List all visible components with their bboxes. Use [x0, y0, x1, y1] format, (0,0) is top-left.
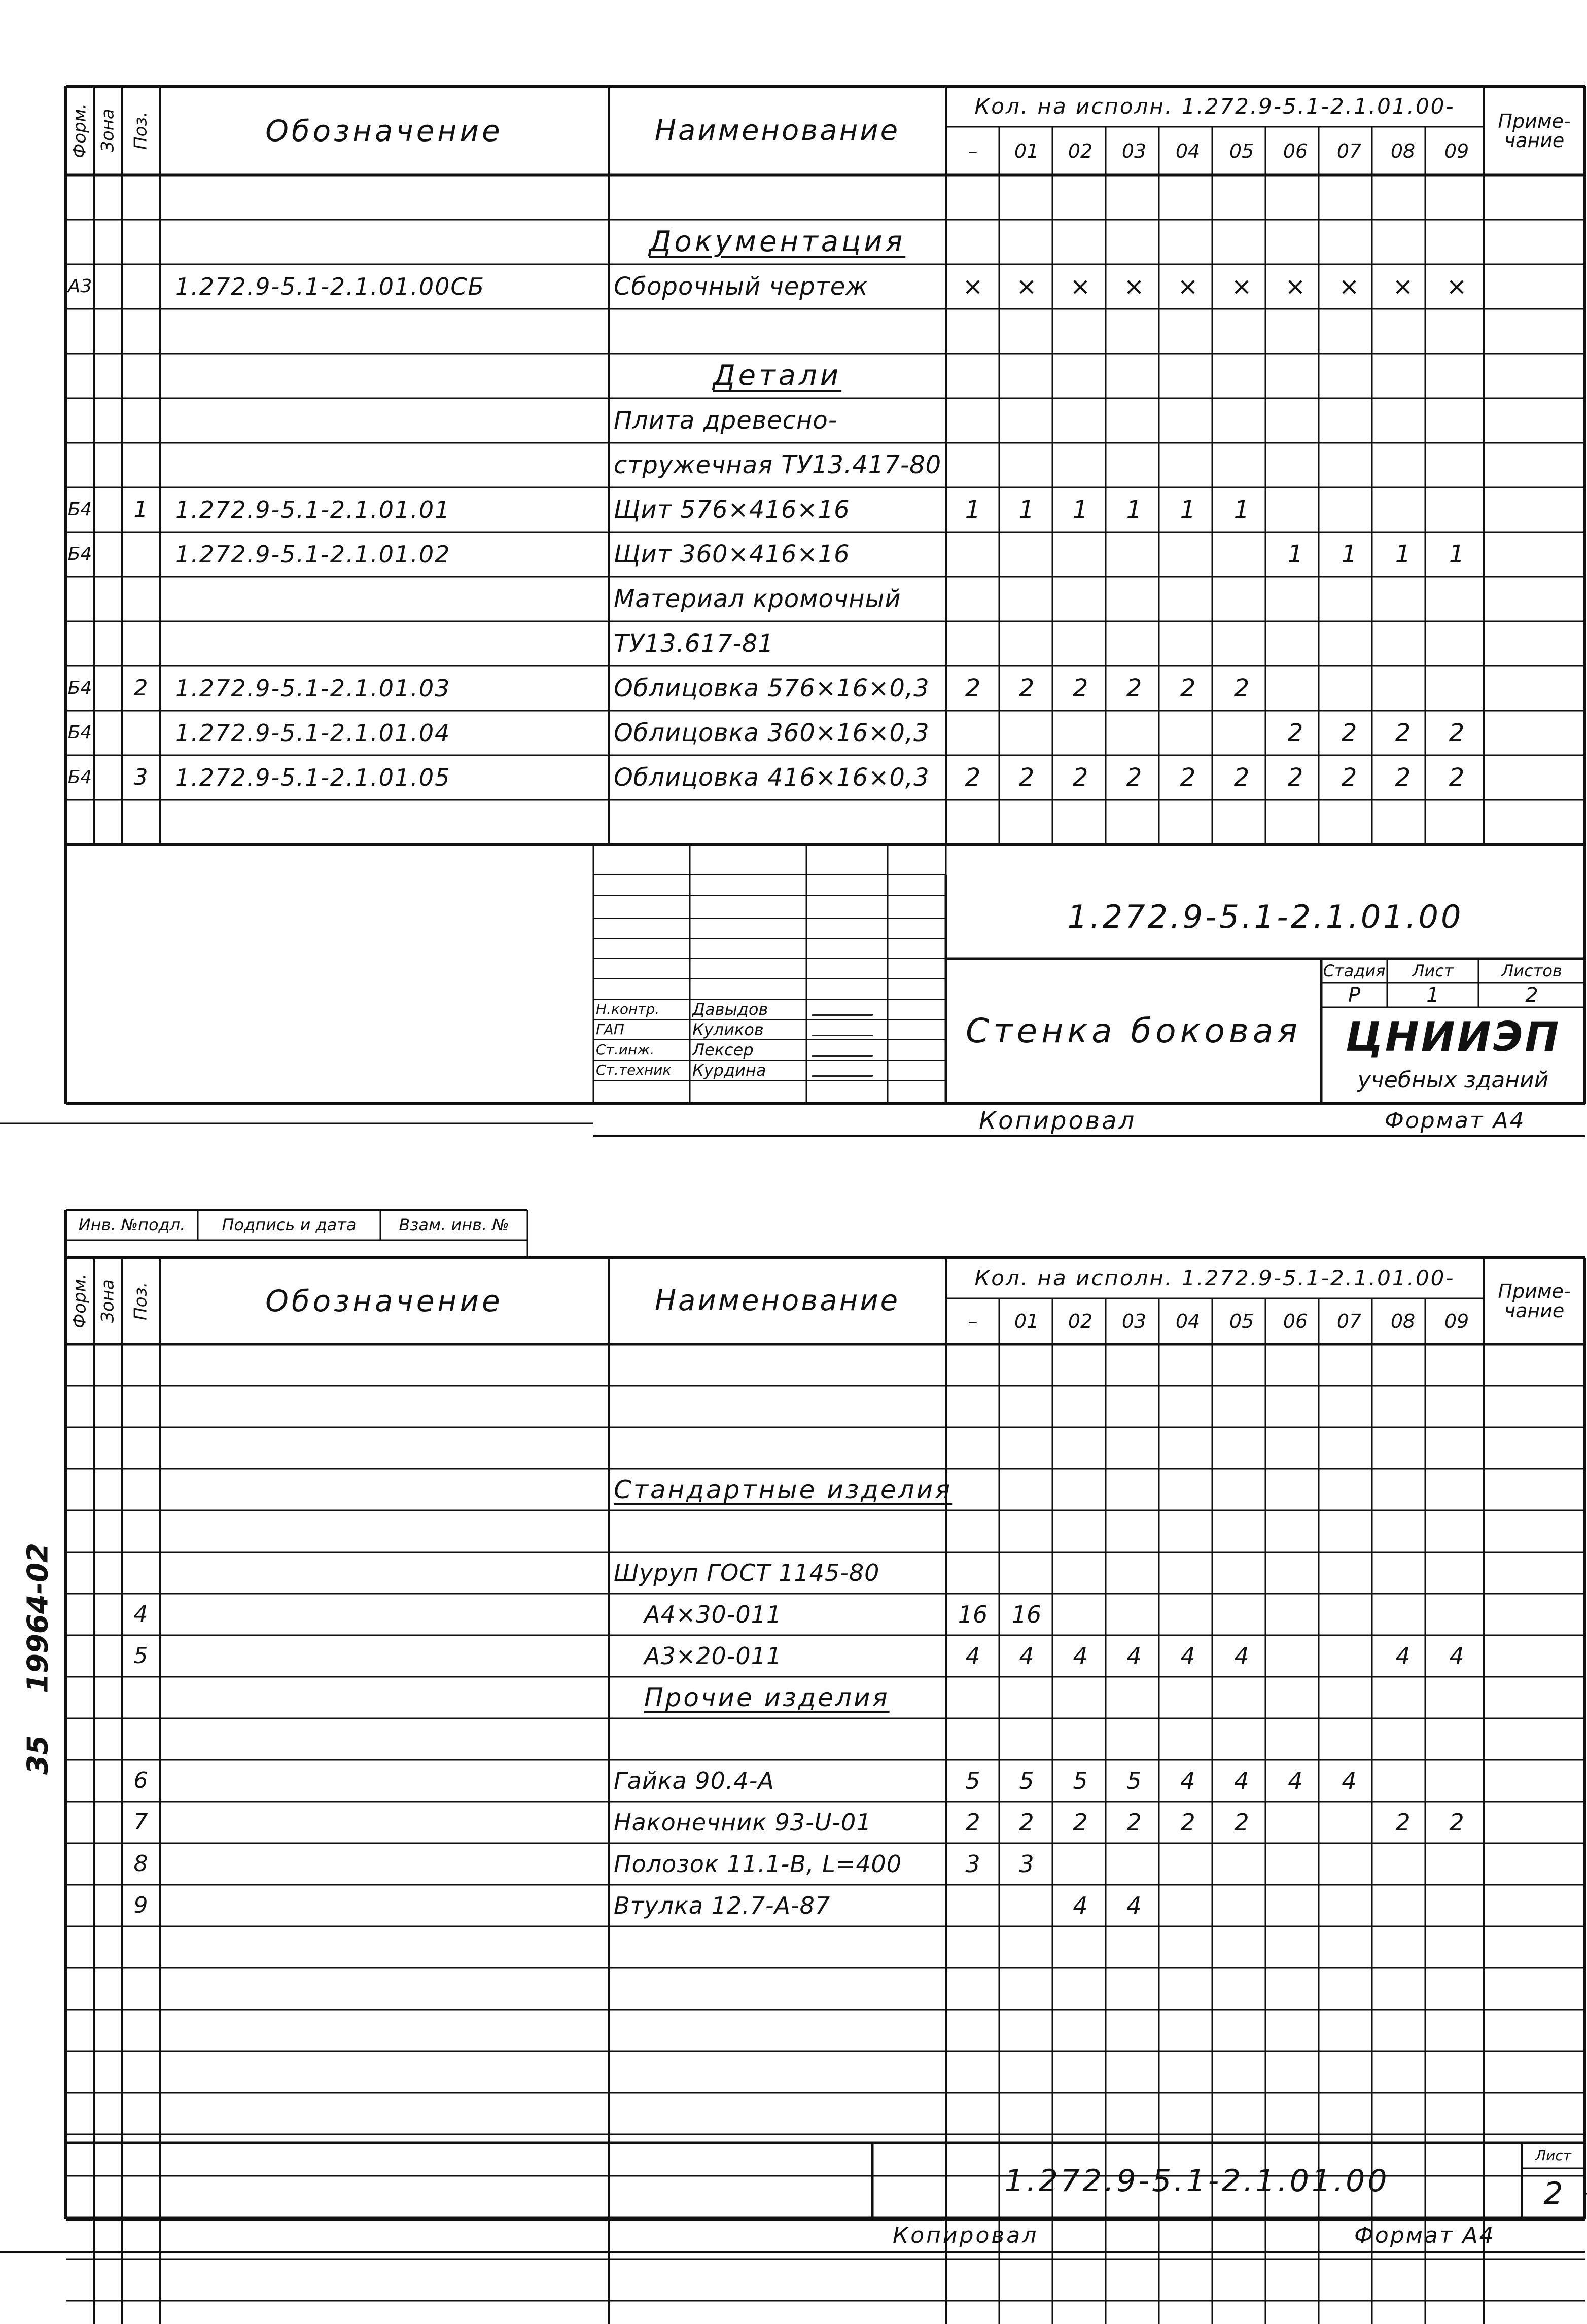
qty-cell: 1: [1395, 540, 1411, 569]
signer-name: Куликов: [692, 1020, 764, 1039]
row-format: А3: [67, 276, 92, 297]
qty-cell: 4: [1342, 1767, 1357, 1794]
row-name: Облицовка 360×16×0,3: [614, 719, 930, 747]
spec-sheet-1: [66, 86, 1571, 1135]
qty-cell: 1: [1018, 496, 1035, 524]
org-name: ЦНИИЭП: [1345, 1013, 1561, 1061]
variant-header-06: 06: [1283, 1310, 1308, 1332]
header-format: Форм.: [69, 103, 90, 158]
qty-cell: 2: [1072, 763, 1088, 792]
qty-cell: 1: [1126, 496, 1142, 524]
qty-cell: 1: [965, 496, 981, 524]
qty-cell: 4: [1180, 1767, 1195, 1794]
org-subtitle: учебных зданий: [1357, 1067, 1549, 1093]
row-name: Полозок 11.1-В, L=400: [614, 1850, 902, 1878]
row-position: 7: [133, 1809, 148, 1835]
row-name: А3×20-011: [644, 1642, 782, 1670]
variant-header-01: 01: [1014, 1310, 1039, 1332]
qty-cell: 2: [1018, 674, 1035, 702]
qty-cell: 2: [1341, 719, 1357, 747]
signer-role: ГАП: [596, 1021, 624, 1038]
header-note: Приме-чание: [1498, 1280, 1571, 1322]
qty-cell: 2: [1395, 763, 1411, 792]
row-name: Щит 360×416×16: [614, 540, 850, 569]
header-zone: Зона: [97, 1279, 118, 1323]
qty-cell: 2: [1449, 719, 1465, 747]
qty-cell: 2: [1180, 1809, 1195, 1836]
header-note: Приме-чание: [1498, 110, 1571, 152]
row-position: 3: [133, 764, 148, 790]
row-name: Облицовка 416×16×0,3: [614, 763, 930, 792]
qty-cell: 5: [1126, 1767, 1142, 1794]
qty-cell: 2: [965, 1809, 980, 1836]
header-designation: Обозначение: [265, 113, 503, 148]
variant-header-02: 02: [1068, 1310, 1093, 1332]
qty-cell: 4: [1019, 1642, 1034, 1670]
row-format: Б4: [67, 678, 92, 698]
qty-cell: 2: [965, 674, 981, 702]
variant-header-06: 06: [1283, 139, 1308, 162]
variant-header-base: –: [968, 139, 978, 162]
qty-cell: 3: [965, 1850, 980, 1878]
variant-header-08: 08: [1390, 139, 1416, 162]
row-name: Втулка 12.7-А-87: [614, 1892, 831, 1919]
qty-cell: 16: [1011, 1601, 1042, 1628]
row-format: Б4: [67, 722, 92, 743]
sheet-label: Лист: [1412, 961, 1454, 980]
variant-header-05: 05: [1229, 1310, 1254, 1332]
qty-cell: 4: [1073, 1892, 1088, 1919]
row-name: Шуруп ГОСТ 1145-80: [614, 1559, 880, 1587]
qty-cell: 1: [1449, 540, 1465, 569]
header-designation: Обозначение: [265, 1284, 503, 1318]
variant-header-05: 05: [1229, 139, 1254, 162]
variant-header-03: 03: [1121, 139, 1147, 162]
qty-cell: 1: [1233, 496, 1250, 524]
qty-cell: ×: [1446, 272, 1467, 301]
qty-cell: 2: [1180, 763, 1196, 792]
qty-cell: 4: [1395, 1642, 1410, 1670]
header-name: Наименование: [654, 1284, 900, 1317]
margin-page: 35: [21, 1735, 55, 1775]
qty-cell: 2: [1180, 674, 1196, 702]
row-position: 8: [133, 1851, 148, 1877]
stamp-sign-date: Подпись и дата: [222, 1215, 357, 1235]
qty-cell: 2: [1019, 1809, 1034, 1836]
qty-cell: 4: [1234, 1642, 1249, 1670]
qty-cell: ×: [1177, 272, 1198, 301]
qty-cell: 2: [1287, 719, 1303, 747]
qty-cell: 4: [1288, 1767, 1303, 1794]
variant-header-01: 01: [1014, 139, 1039, 162]
section-heading: Прочие изделия: [644, 1683, 890, 1712]
row-name: Сборочный чертеж: [614, 272, 868, 301]
sheets-label: Листов: [1501, 961, 1562, 980]
qty-cell: 1: [1341, 540, 1357, 569]
qty-cell: 2: [1072, 674, 1088, 702]
row-name: Облицовка 576×16×0,3: [614, 674, 930, 702]
qty-cell: 4: [1449, 1642, 1464, 1670]
row-name: Материал кромочный: [614, 585, 901, 613]
qty-cell: 2: [1073, 1809, 1088, 1836]
row-name: Наконечник 93-U-01: [614, 1809, 872, 1836]
header-position: Поз.: [130, 1282, 151, 1320]
qty-cell: 1: [1180, 496, 1196, 524]
section-heading: Документация: [649, 225, 906, 258]
row-designation: 1.272.9-5.1-2.1.01.04: [175, 719, 451, 747]
row-format: Б4: [67, 544, 92, 565]
row-name: Гайка 90.4-А: [614, 1767, 774, 1794]
qty-cell: 4: [1234, 1767, 1249, 1794]
qty-cell: 2: [1234, 1809, 1249, 1836]
row-designation: 1.272.9-5.1-2.1.01.01: [175, 496, 451, 523]
qty-cell: 2: [1395, 1809, 1410, 1836]
signer-name: Давыдов: [692, 1000, 768, 1019]
sheet-label: Лист: [1535, 2147, 1571, 2164]
qty-cell: 16: [958, 1601, 988, 1628]
variant-header-09: 09: [1444, 139, 1469, 162]
stamp-inv: Инв. №подл.: [78, 1215, 186, 1235]
stage-value: Р: [1348, 983, 1361, 1007]
qty-cell: 4: [1073, 1642, 1088, 1670]
qty-cell: 2: [1126, 1809, 1142, 1836]
doc-title: Стенка боковая: [966, 1011, 1301, 1050]
sheet-value: 1: [1426, 983, 1439, 1007]
variant-header-02: 02: [1068, 139, 1093, 162]
signer-name: Курдина: [692, 1061, 766, 1080]
header-format: Форм.: [69, 1273, 90, 1329]
signature-mark: [812, 1003, 877, 1016]
qty-cell: 2: [1233, 674, 1250, 702]
variant-header-08: 08: [1390, 1310, 1416, 1332]
qty-cell: 2: [1341, 763, 1357, 792]
qty-cell: 5: [1019, 1767, 1034, 1794]
variant-header-09: 09: [1444, 1310, 1469, 1332]
row-designation: 1.272.9-5.1-2.1.01.03: [175, 675, 451, 702]
row-name: Плита древесно-: [614, 406, 838, 435]
stamp-replace: Взам. инв. №: [399, 1215, 509, 1235]
row-position: 4: [133, 1601, 148, 1627]
qty-cell: 2: [1018, 763, 1035, 792]
qty-cell: ×: [1338, 272, 1360, 301]
signature-mark: [812, 1064, 877, 1077]
row-name: ТУ13.617-81: [614, 629, 774, 658]
qty-cell: 2: [965, 763, 981, 792]
qty-cell: 2: [1126, 763, 1142, 792]
signer-name: Лексер: [692, 1040, 754, 1060]
row-name: А4×30-011: [644, 1601, 782, 1628]
header-qty-title: Кол. на исполн. 1.272.9-5.1-2.1.01.00-: [974, 1265, 1455, 1290]
variant-header-07: 07: [1336, 139, 1362, 162]
section-heading: Стандартные изделия: [614, 1475, 953, 1504]
qty-cell: 5: [1073, 1767, 1088, 1794]
sheet-value: 2: [1543, 2176, 1563, 2211]
qty-cell: 2: [1449, 1809, 1464, 1836]
qty-cell: 2: [1126, 674, 1142, 702]
row-position: 9: [133, 1892, 148, 1918]
qty-cell: ×: [962, 272, 983, 301]
qty-cell: 4: [1126, 1642, 1142, 1670]
row-position: 6: [133, 1768, 148, 1793]
row-designation: 1.272.9-5.1-2.1.01.02: [175, 541, 451, 568]
stage-label: Стадия: [1323, 961, 1386, 980]
footer-format: Формат А4: [1385, 1108, 1526, 1134]
variant-header-04: 04: [1175, 1310, 1201, 1332]
signer-role: Ст.инж.: [596, 1041, 655, 1058]
qty-cell: 4: [1126, 1892, 1142, 1919]
qty-cell: ×: [1285, 272, 1306, 301]
row-position: 2: [133, 675, 148, 701]
variant-header-07: 07: [1336, 1310, 1362, 1332]
qty-cell: 3: [1019, 1850, 1034, 1878]
qty-cell: 2: [1395, 719, 1411, 747]
qty-cell: 1: [1287, 540, 1303, 569]
qty-cell: 2: [1233, 763, 1250, 792]
signature-mark: [812, 1024, 877, 1036]
row-position: 1: [133, 497, 148, 522]
variant-header-base: –: [968, 1310, 978, 1332]
sheets-value: 2: [1525, 983, 1538, 1007]
header-qty-title: Кол. на исполн. 1.272.9-5.1-2.1.01.00-: [974, 94, 1455, 119]
row-designation: 1.272.9-5.1-2.1.01.00СБ: [175, 273, 485, 300]
header-name: Наименование: [654, 114, 900, 147]
footer-copied: Копировал: [979, 1107, 1137, 1135]
header-position: Поз.: [130, 111, 151, 150]
qty-cell: ×: [1016, 272, 1037, 301]
signer-role: Н.контр.: [596, 1001, 660, 1017]
doc-code: 1.272.9-5.1-2.1.01.00: [1067, 898, 1464, 935]
section-heading: Детали: [713, 359, 842, 392]
qty-cell: ×: [1123, 272, 1145, 301]
qty-cell: 2: [1449, 763, 1465, 792]
variant-header-03: 03: [1121, 1310, 1147, 1332]
row-format: Б4: [67, 767, 92, 788]
qty-cell: ×: [1231, 272, 1252, 301]
signature-mark: [812, 1044, 877, 1057]
row-designation: 1.272.9-5.1-2.1.01.05: [175, 764, 451, 791]
footer-copied: Копировал: [893, 2222, 1039, 2248]
sheet-2-grid: [66, 1210, 1527, 2252]
doc-code: 1.272.9-5.1-2.1.01.00: [1004, 2163, 1390, 2199]
qty-cell: 4: [1180, 1642, 1195, 1670]
row-name: Щит 576×416×16: [614, 496, 850, 524]
row-format: Б4: [67, 499, 92, 520]
row-name: стружечная ТУ13.417-80: [614, 451, 942, 479]
qty-cell: 5: [965, 1767, 980, 1794]
margin-number: 19964-02: [21, 1543, 55, 1693]
qty-cell: 1: [1072, 496, 1088, 524]
variant-header-04: 04: [1175, 139, 1201, 162]
footer-format: Формат А4: [1354, 2222, 1495, 2248]
qty-cell: ×: [1070, 272, 1091, 301]
signer-role: Ст.техник: [596, 1062, 672, 1078]
spec-sheet-2: [66, 1210, 1571, 2252]
qty-cell: ×: [1392, 272, 1414, 301]
header-zone: Зона: [97, 109, 118, 153]
qty-cell: 4: [965, 1642, 980, 1670]
row-position: 5: [133, 1643, 148, 1669]
qty-cell: 2: [1287, 763, 1303, 792]
